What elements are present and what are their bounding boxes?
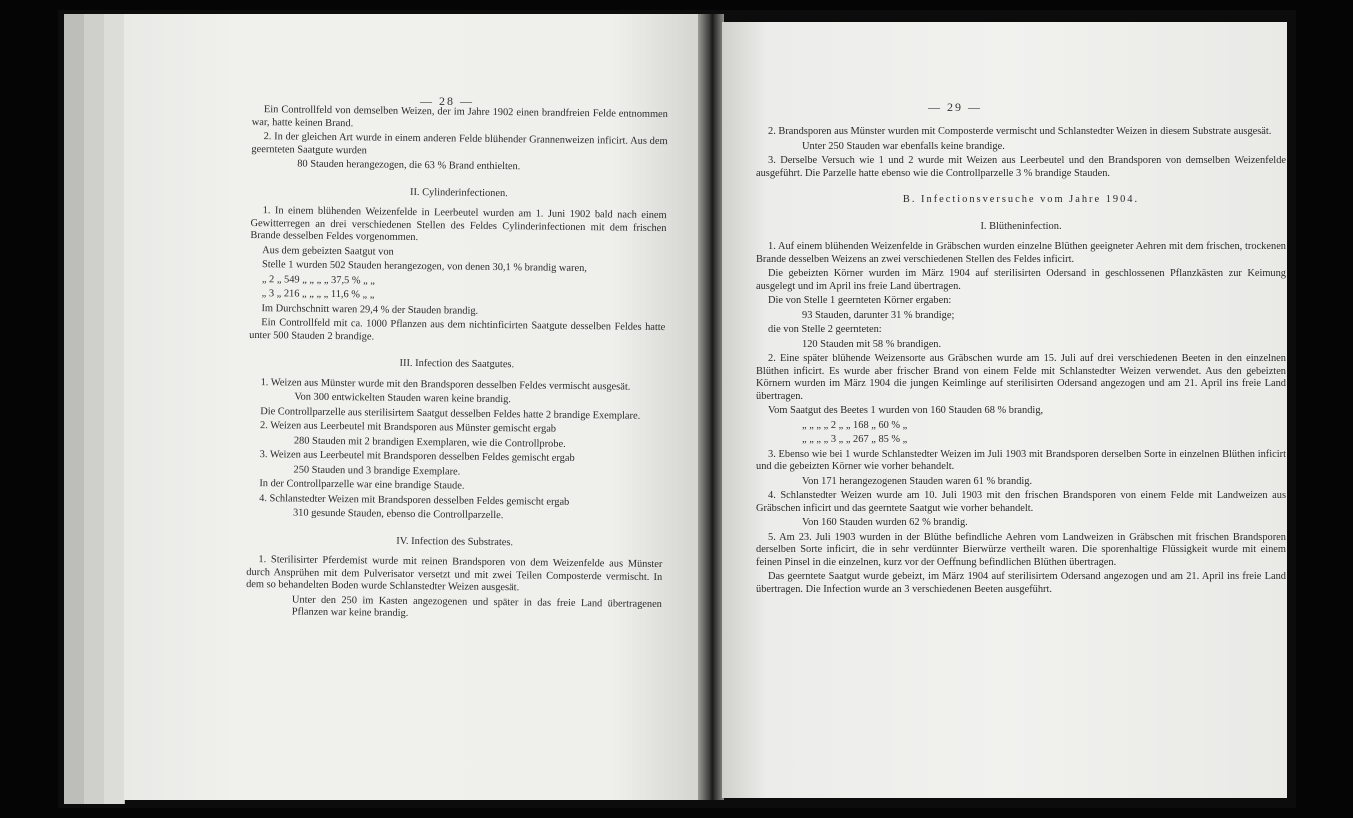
page-number-right: — 29 — — [928, 100, 982, 114]
text-paragraph: Vom Saatgut des Beetes 1 wurden von 160 Stauden 68 % brandig, — [768, 405, 1044, 416]
section-heading: II. Cylinderinfectionen. — [409, 186, 508, 199]
text-paragraph: Die Controllparzelle aus sterilisirtem Saatgut desselben Feldes hatte 2 brandige Exemplare. — [260, 405, 641, 422]
text-paragraph: 2. Eine später blühende Weizensorte aus Gräbschen wurde am 15. Juli auf drei verschiedenen Beeten in den einzelnen Blüthen inficirt. Es wurde aber frischer Brand von einem Felde mit Schlanstedter Weizen verwendet. Aus den gebeizten Körnern wurden im März 1904 die jungen Keimlinge auf sterilisirten Odersand angezogen und am 21. April ins freie Land übertragen. — [756, 353, 1286, 402]
text-paragraph: Im Durchschnitt waren 29,4 % der Stauden brandig. — [261, 302, 479, 317]
text-paragraph: 310 gesunde Stauden, ebenso die Controllparzelle. — [292, 507, 504, 522]
page-edge-stack — [84, 14, 105, 804]
text-paragraph: 5. Am 23. Juli 1903 wurden in der Blüthe befindliche Aehren vom Landweizen in Gräbschen mit frischen Brandsporen derselben Sorte inficirt, die in sehr verdünnter Bierwürze vertheilt waren. Die sporenhaltige Flüssigkeit wurde mit einem feinen Pinsel in die einzelnen, kurz vor der Oeffnung befindlichen Blüthen übertragen. — [756, 531, 1286, 568]
text-paragraph: Ein Controllfeld mit ca. 1000 Pflanzen aus dem nichtinficirten Saatgute desselben Feldes hatte unter 500 Stauden 2 brandige. — [249, 317, 666, 343]
text-paragraph: 3. Derselbe Versuch wie 1 und 2 wurde mit Weizen aus Leerbeutel und den Brandsporen von demselben Weizenfelde ausgeführt. Die Parzelle hatte ebenso wie die Controllparzelle 3 % brandige Stauden. — [756, 155, 1286, 179]
text-paragraph: Von 171 herangezogenen Stauden waren 61 % brandig. — [802, 475, 1033, 487]
text-paragraph: Die gebeizten Körner wurden im März 1904 auf sterilisirten Odersand in geschlossenen Pflanzkästen zur Keimung ausgelegt und im April ins freie Land übertragen. — [756, 268, 1286, 292]
text-paragraph: 280 Stauden mit 2 brandigen Exemplaren, wie die Controllprobe. — [293, 435, 566, 450]
text-paragraph: Aus dem gebeizten Saatgut von — [262, 244, 394, 258]
section-heading: B. Infectionsversuche vom Jahre 1904. — [902, 194, 1140, 205]
text-paragraph: 250 Stauden und 3 brandige Exemplare. — [293, 464, 461, 478]
text-paragraph: 4. Schlanstedter Weizen wurde am 10. Juli 1903 mit den frischen Brandsporen von einem Felde mit Landweizen aus Gräbschen inficirt und das geerntete Saatgut wie vorher behandelt. — [756, 490, 1286, 514]
text-paragraph: 120 Stauden mit 58 % brandigen. — [802, 338, 942, 350]
left-page — [124, 14, 700, 800]
text-paragraph: In der Controllparzelle war eine brandige Staude. — [259, 478, 465, 492]
page-edge-stack — [104, 14, 125, 804]
text-paragraph: „ 3 „ 216 „ „ „ „ 11,6 % „ „ — [261, 288, 375, 301]
text-paragraph: 2. Weizen aus Leerbeutel mit Brandsporen aus Münster gemischt ergab — [260, 420, 557, 435]
text-paragraph: Stelle 1 wurden 502 Stauden herangezogen, von denen 30,1 % brandig waren, — [261, 259, 587, 275]
left-page-body — [246, 104, 668, 626]
right-page-body — [756, 126, 1286, 598]
section-heading: IV. Infection des Substrates. — [396, 535, 514, 548]
section-heading: I. Blütheninfection. — [980, 220, 1062, 232]
text-paragraph: 2. Brandsporen aus Münster wurden mit Composterde vermischt und Schlanstedter Weizen in diesem Substrate ausgesät. — [768, 126, 1272, 137]
text-paragraph: 93 Stauden, darunter 31 % brandige; — [802, 309, 955, 321]
text-paragraph: 1. Sterilisirter Pferdemist wurde mit reinen Brandsporen von dem Weizenfelde aus Münster durch Ansprühen mit dem Pulverisator versetzt und mit zwei Teilen Composterde vermischt. In dem so behandelten Boden wurde Schlanstedter Weizen ausgesät. — [246, 554, 663, 594]
text-paragraph: die von Stelle 2 geernteten: — [768, 324, 882, 335]
text-paragraph: 4. Schlanstedter Weizen mit Brandsporen desselben Feldes gemischt ergab — [259, 492, 570, 508]
text-paragraph: 1. Auf einem blühenden Weizenfelde in Gräbschen wurden einzelne Blüthen geeigneter Aehren mit dem frischen, trockenen Brande desselben Weizens an zwei verschiedenen Stellen des Feldes inficirt. — [756, 241, 1286, 265]
text-paragraph: 2. In der gleichen Art wurde in einem anderen Felde blühender Grannenweizen inficirt. Aus dem geernteten Saatgute wurden — [251, 131, 668, 156]
text-paragraph: Unter den 250 im Kasten angezogenen und später in das freie Land übertragenen Pflanzen war keine brandig. — [291, 594, 662, 619]
text-paragraph: Die von Stelle 1 geernteten Körner ergaben: — [768, 295, 952, 306]
text-paragraph: 1. In einem blühenden Weizenfelde in Leerbeutel wurden am 1. Juni 1902 bald nach einem Gewitterregen an drei verschiedenen Stellen des Feldes Cylinderinfectionen mit dem frischen Brande desselben Feldes vorgenommen. — [250, 205, 667, 244]
text-paragraph: Das geerntete Saatgut wurde gebeizt, im März 1904 auf sterilisirtem Odersand angezogen und am 21. April ins freie Land übertragen. Die Infection wurde an 3 verschiedenen Beeten ausgeführt. — [756, 571, 1286, 595]
text-paragraph: „ 2 „ 549 „ „ „ „ 37,5 % „ „ — [261, 273, 376, 287]
text-paragraph: Unter 250 Stauden war ebenfalls keine brandige. — [802, 140, 1005, 152]
text-paragraph: Von 160 Stauden wurden 62 % brandig. — [802, 517, 968, 528]
book-gutter — [698, 14, 724, 800]
text-paragraph: Ein Controllfeld von demselben Weizen, der im Jahre 1902 einen brandfreien Felde entnommen war, hatte keinen Brand. — [251, 104, 668, 129]
section-heading: III. Infection des Saatgutes. — [399, 357, 515, 371]
right-page — [722, 22, 1287, 798]
page-edge-stack — [64, 14, 85, 804]
text-paragraph: „ „ „ „ 2 „ „ 168 „ 60 % „ — [802, 419, 908, 431]
text-paragraph: Von 300 entwickelten Stauden waren keine brandig. — [294, 391, 511, 406]
text-paragraph: 1. Weizen aus Münster wurde mit den Brandsporen desselben Feldes vermischt ausgesät. — [260, 376, 631, 393]
text-paragraph: 3. Weizen aus Leerbeutel mit Brandsporen desselben Feldes gemischt ergab — [259, 449, 575, 464]
text-paragraph: „ „ „ „ 3 „ „ 267 „ 85 % „ — [802, 434, 908, 445]
text-paragraph: 3. Ebenso wie bei 1 wurde Schlanstedter Weizen im Juli 1903 mit Brandsporen derselben Sorte in einzelnen Blüthen inficirt und die gebeizten Körner wie vorher behandelt. — [756, 448, 1286, 472]
page-number-left: — 28 — — [420, 94, 474, 108]
text-paragraph: 80 Stauden herangezogen, die 63 % Brand enthielten. — [297, 158, 521, 173]
